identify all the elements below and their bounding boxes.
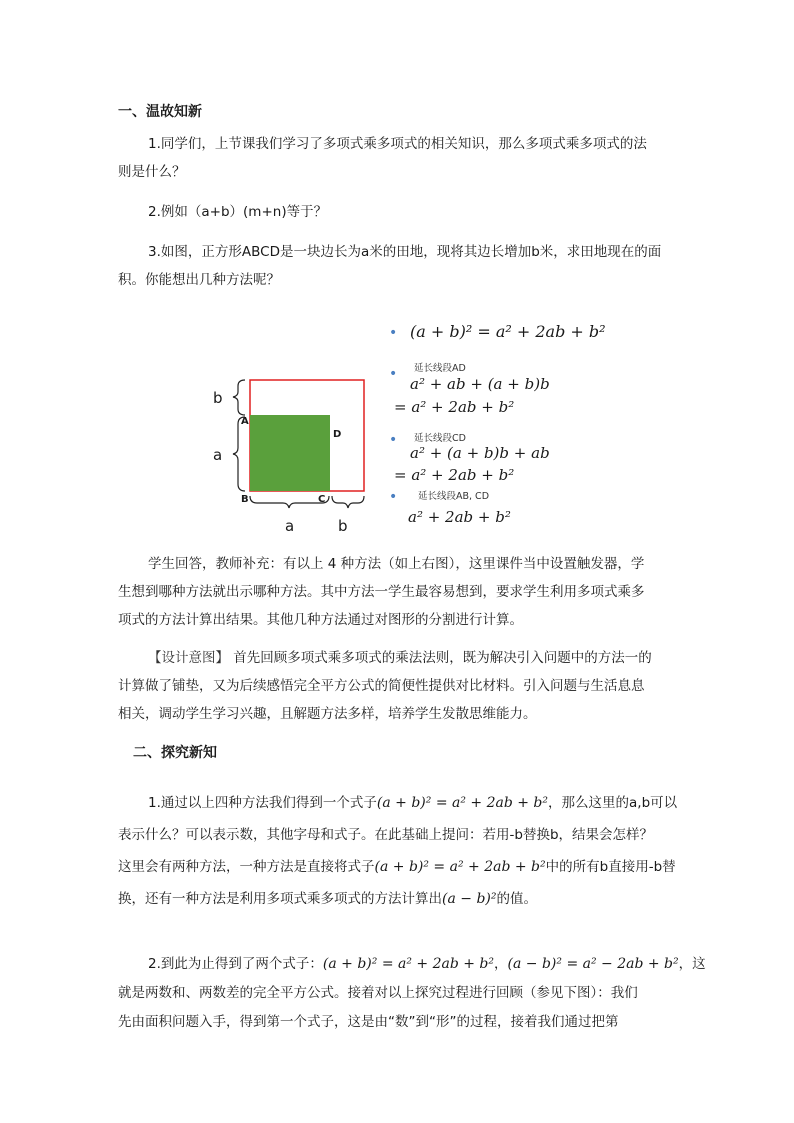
paragraph-explore1 <box>118 787 678 915</box>
answer-line2: 生想到哪种方法就出示哪种方法。其中方法一学生最容易想到，要求学生利用多项式乘多 <box>118 584 645 600</box>
paragraph-question2: 2.例如（a+b）(m+n)等于？ <box>148 204 328 220</box>
square-diagram <box>205 372 380 537</box>
formula-diff-square: (a − b)² = a² − 2ab + b² <box>507 956 679 972</box>
paragraph-design-intent <box>118 644 678 728</box>
explore1-line3-b: 中的所有b直接用-b替 <box>545 859 676 875</box>
method3-line1: a² + (a + b)b + ab <box>410 444 550 462</box>
original-square <box>250 415 330 491</box>
explore1-line4-b: 的值。 <box>496 891 537 907</box>
explore1-text-a: 1.通过以上四种方法我们得到一个式子 <box>148 795 377 811</box>
explore1-line4-a: 换，还有一种方法是利用多项式乘多项式的方法计算出 <box>118 891 442 907</box>
explore2-sep: ， <box>494 956 508 972</box>
formula-sum-square: (a + b)² = a² + 2ab + b² <box>376 795 549 811</box>
answer-line3: 项式的方法计算出结果。其他几种方法通过对图形的分割进行计算。 <box>118 612 523 628</box>
method4-line1: a² + 2ab + b² <box>408 508 511 526</box>
formula-sum-square-repeat: (a + b)² = a² + 2ab + b² <box>374 859 546 875</box>
formula-sum-square-2: (a + b)² = a² + 2ab + b² <box>322 956 495 972</box>
method4-label: 延长线段AB, CD <box>418 491 490 502</box>
paragraph-question1 <box>118 130 678 186</box>
bullet-icon: • <box>389 325 398 341</box>
corner-A: A <box>241 416 249 427</box>
brace-b-bottom <box>332 496 364 508</box>
method3-label: 延长线段CD <box>414 433 466 444</box>
paragraph-answer <box>118 550 678 634</box>
brace-b-left <box>233 380 245 415</box>
label-b-left: b <box>213 389 223 407</box>
corner-C: C <box>318 494 326 505</box>
paragraph-explore2 <box>118 950 706 1037</box>
explore2-text-a: 2.到此为止得到了两个式子： <box>148 956 323 972</box>
bullet-icon: • <box>389 489 398 505</box>
corner-B: B <box>241 494 249 505</box>
method1-formula: (a + b)² = a² + 2ab + b² <box>410 322 606 341</box>
design-line2: 计算做了铺垫，又为后续感悟完全平方公式的简便性提供对比材料。引入问题与生活息息 <box>118 678 645 694</box>
label-b-bottom: b <box>338 517 348 535</box>
method2-line1: a² + ab + (a + b)b <box>410 375 550 393</box>
section1-heading: 一、温故知新 <box>118 104 202 120</box>
explore1-text-b: ，那么这里的a,b可以 <box>548 795 678 811</box>
method2-line2: = a² + 2ab + b² <box>394 398 515 416</box>
explore2-line2: 就是两数和、两数差的完全平方公式。接着对以上探究过程进行回顾（参见下图）：我们 <box>118 985 638 1001</box>
method3-line2: = a² + 2ab + b² <box>394 466 515 484</box>
explore1-line2: 表示什么？可以表示数，其他字母和式子。在此基础上提问：若用-b替换b，结果会怎样？ <box>118 827 654 843</box>
explore1-line3-a: 这里会有两种方法，一种方法是直接将式子 <box>118 859 375 875</box>
design-intent-tag: 【设计意图】 <box>148 650 229 666</box>
explore2-line3: 先由面积问题入手，得到第一个式子，这是由“数”到“形”的过程，接着我们通过把第 <box>118 1014 619 1030</box>
brace-a-left <box>233 417 245 491</box>
explore2-text-b: ，这 <box>678 956 706 972</box>
label-a-left: a <box>213 446 223 464</box>
q1-line2: 则是什么？ <box>118 164 186 180</box>
label-a-bottom: a <box>285 517 295 535</box>
q3-line2: 积。你能想出几种方法呢？ <box>118 272 280 288</box>
section2-heading: 二、探究新知 <box>133 745 217 761</box>
q1-line1: 1.同学们，上节课我们学习了多项式乘多项式的相关知识，那么多项式乘多项式的法 <box>148 136 647 152</box>
paragraph-question3 <box>118 238 678 294</box>
corner-D: D <box>333 429 342 440</box>
answer-line1: 学生回答，教师补充：有以上 4 种方法（如上右图），这里课件当中设置触发器，学 <box>148 556 645 572</box>
bullet-icon: • <box>389 366 398 382</box>
method2-label: 延长线段AD <box>414 363 466 374</box>
bullet-icon: • <box>389 432 398 448</box>
formula-diff-square-expr: (a − b)² <box>442 891 497 907</box>
design-line1: 首先回顾多项式乘多项式的乘法法则，既为解决引入问题中的方法一的 <box>229 650 652 666</box>
design-line3: 相关，调动学生学习兴趣，且解题方法多样，培养学生发散思维能力。 <box>118 706 537 722</box>
q3-line1: 3.如图，正方形ABCD是一块边长为a米的田地，现将其边长增加b米，求田地现在的面 <box>148 244 662 260</box>
